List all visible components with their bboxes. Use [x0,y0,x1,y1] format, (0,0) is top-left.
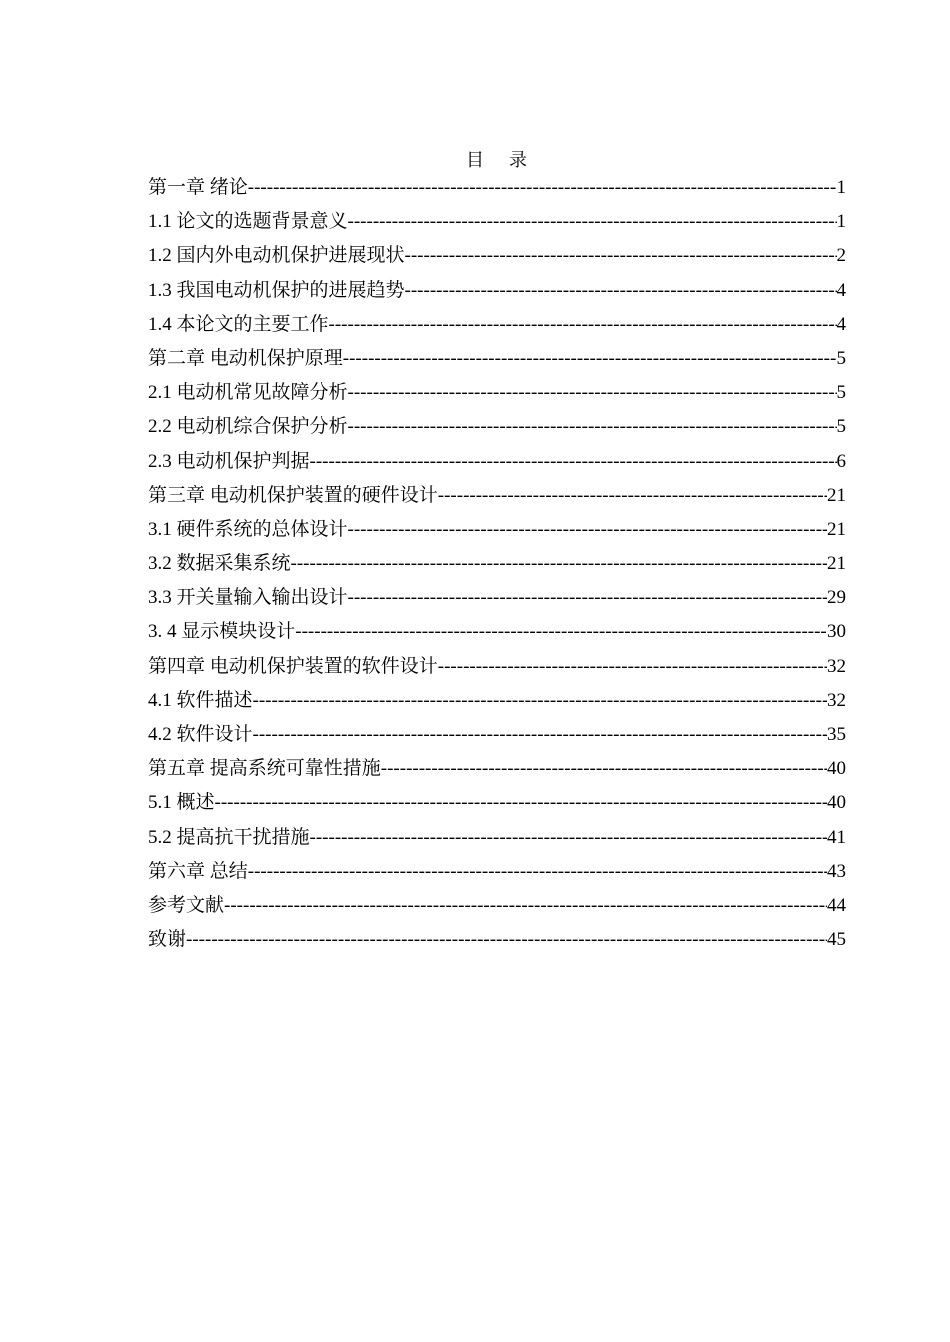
toc-entry[interactable] [148,889,846,923]
toc-entry[interactable] [148,308,846,342]
toc-entry-page: 5 [836,347,846,369]
toc-entry-page: 21 [827,518,846,540]
toc-entry[interactable] [148,342,846,376]
toc-entry-leader [348,581,827,615]
toc-entry-label: 3.3 开关量输入输出设计 [148,587,348,609]
toc-entry-label: 第三章 电动机保护装置的硬件设计 [148,484,438,506]
toc-entry-leader [329,308,837,342]
toc-entry-label: 1.1 论文的选题背景意义 [148,211,348,233]
toc-entry-label: 4.2 软件设计 [148,724,253,745]
toc-entry-leader [310,821,827,855]
toc-entry[interactable] [148,718,846,752]
toc-entry-page: 35 [827,724,846,745]
toc-list [148,171,846,957]
toc-entry-label: 致谢 [148,929,187,951]
toc-entry-leader [248,171,837,205]
toc-entry-label: 5.1 概述 [148,792,215,814]
toc-entry[interactable] [148,513,846,547]
toc-entry[interactable] [148,786,846,820]
toc-title [148,148,846,172]
toc-entry-page: 40 [827,792,846,814]
toc-title-left: 目 [466,150,485,170]
toc-entry-page: 4 [836,313,846,335]
toc-entry[interactable] [148,171,846,205]
toc-entry-page: 45 [827,929,846,951]
toc-entry[interactable] [148,479,846,513]
toc-entry-leader [381,752,827,786]
toc-entry[interactable] [148,855,846,889]
toc-entry-label: 2.3 电动机保护判据 [148,450,310,472]
toc-entry-leader [248,855,827,889]
toc-entry[interactable] [148,821,846,855]
toc-entry-label: 第四章 电动机保护装置的软件设计 [148,655,438,677]
toc-entry-page: 32 [827,689,846,711]
toc-entry[interactable] [148,581,846,615]
toc-entry-page: 40 [827,758,846,780]
toc-entry-leader [253,718,827,752]
toc-entry-leader [295,615,827,649]
toc-entry-page: 21 [827,484,846,506]
toc-entry-label: 第二章 电动机保护原理 [148,347,343,369]
toc-entry-label: 3.2 数据采集系统 [148,553,291,575]
toc-entry-leader [215,786,827,820]
toc-entry-page: 1 [836,177,846,198]
toc-entry-leader [348,205,837,239]
toc-entry-label: 4.1 软件描述 [148,689,253,711]
toc-entry-leader [348,410,837,444]
toc-entry[interactable] [148,376,846,410]
toc-entry-page: 4 [836,279,846,301]
toc-entry-page: 5 [836,382,846,404]
toc-entry-page: 6 [836,450,846,472]
toc-entry[interactable] [148,205,846,239]
toc-entry[interactable] [148,615,846,649]
toc-entry[interactable] [148,547,846,581]
toc-entry[interactable] [148,923,846,957]
toc-entry-label: 1.3 我国电动机保护的进展趋势 [148,279,405,301]
toc-entry-label: 1.2 国内外电动机保护进展现状 [148,245,405,267]
toc-entry-leader [348,376,837,410]
toc-entry-leader [343,342,837,376]
toc-entry-page: 2 [836,245,846,267]
toc-entry[interactable] [148,410,846,444]
toc-entry-leader [186,923,827,957]
toc-entry-leader [405,239,837,273]
toc-entry-label: 2.1 电动机常见故障分析 [148,382,348,404]
toc-entry-label: 3. 4 显示模块设计 [148,621,296,643]
toc-entry[interactable] [148,445,846,479]
toc-entry-label: 5.2 提高抗干扰措施 [148,826,310,848]
toc-entry-page: 43 [827,860,846,882]
toc-entry-label: 参考文献 [148,894,225,916]
toc-entry-label: 2.2 电动机综合保护分析 [148,416,348,438]
toc-entry-leader [253,684,827,718]
toc-entry-leader [438,650,827,684]
toc-entry[interactable] [148,274,846,308]
toc-entry-page: 5 [836,416,846,438]
toc-entry-label: 第一章 绪论 [148,177,248,198]
toc-title-right: 录 [509,150,528,170]
toc-entry-page: 1 [836,211,846,233]
toc-entry-page: 41 [827,826,846,848]
toc-entry-page: 32 [827,655,846,677]
toc-entry[interactable] [148,239,846,273]
toc-entry-page: 30 [827,621,846,643]
toc-entry-leader [405,274,837,308]
toc-entry-page: 29 [827,587,846,609]
toc-entry-leader [291,547,827,581]
toc-entry-leader [224,889,827,923]
toc-entry-label: 第五章 提高系统可靠性措施 [148,758,381,780]
toc-entry[interactable] [148,650,846,684]
toc-entry[interactable] [148,684,846,718]
toc-entry-page: 44 [827,894,846,916]
toc-entry-page: 21 [827,553,846,575]
toc-entry-leader [348,513,827,547]
toc-entry[interactable] [148,752,846,786]
toc-entry-label: 第六章 总结 [148,860,248,882]
toc-entry-leader [310,445,837,479]
toc-entry-label: 1.4 本论文的主要工作 [148,313,329,335]
toc-entry-label: 3.1 硬件系统的总体设计 [148,518,348,540]
toc-entry-leader [438,479,827,513]
